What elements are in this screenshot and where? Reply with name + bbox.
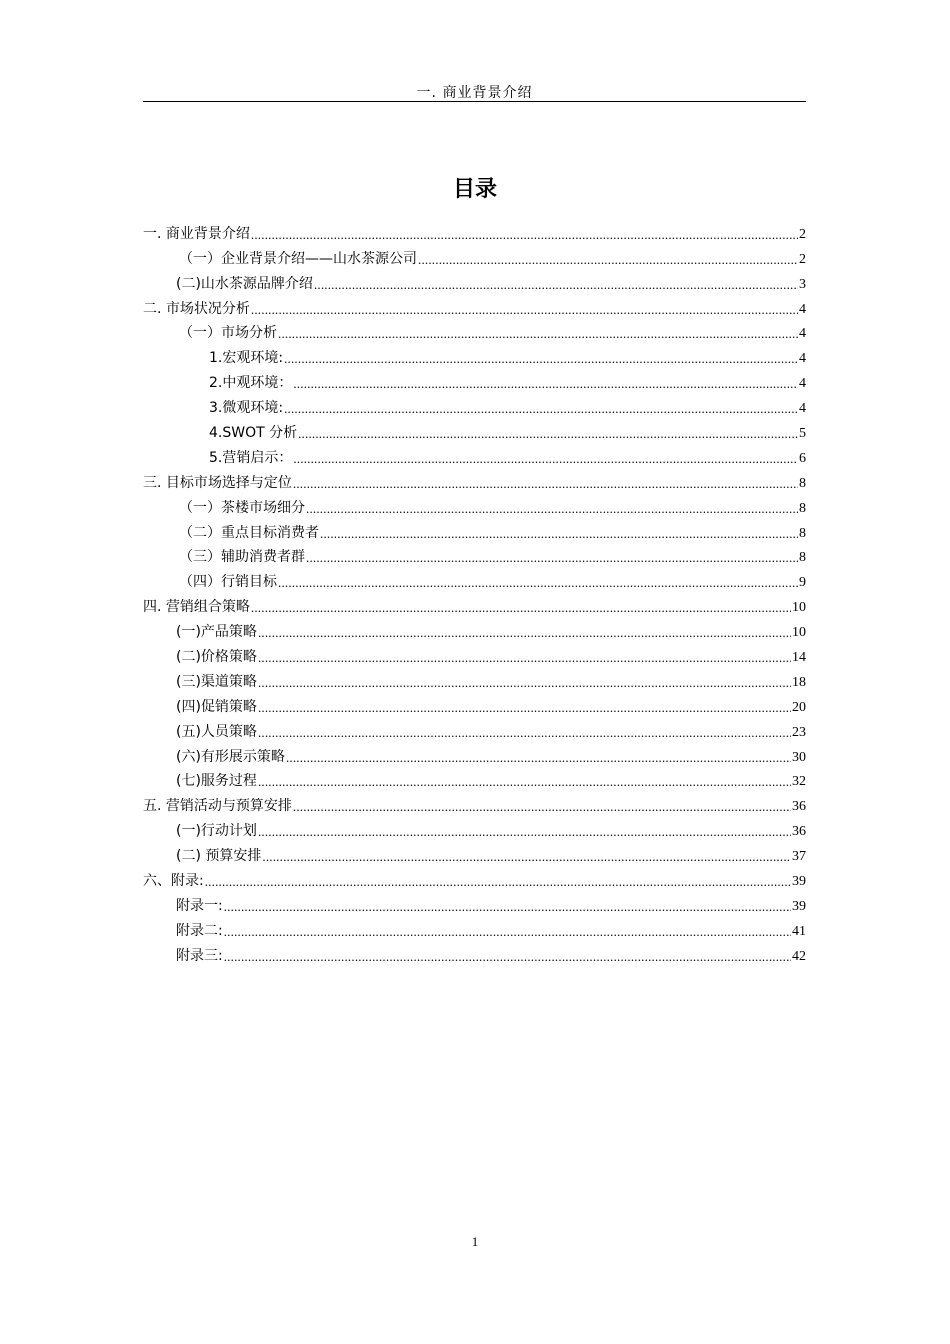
toc-entry-label: （三）辅助消费者群 — [179, 549, 305, 566]
toc-dot-leader — [258, 700, 791, 716]
toc-entry[interactable] — [143, 566, 806, 591]
toc-entry-page: 8 — [799, 475, 806, 491]
header-rule — [143, 101, 806, 102]
toc-entry-page: 10 — [792, 600, 806, 616]
toc-dot-leader — [258, 675, 791, 691]
toc-entry-page: 4 — [799, 376, 806, 392]
toc-entry-page: 8 — [799, 525, 806, 541]
toc-entry-label: （一）市场分析 — [179, 325, 277, 342]
toc-dot-leader — [284, 351, 798, 367]
toc-dot-leader — [258, 650, 791, 666]
toc-entry-page: 37 — [792, 849, 806, 865]
toc-entry[interactable] — [143, 542, 806, 567]
toc-entry[interactable] — [143, 940, 806, 965]
toc-entry[interactable] — [143, 766, 806, 791]
toc-dot-leader — [286, 750, 791, 766]
toc-entry-label: 五. 营销活动与预算安排 — [143, 798, 292, 815]
toc-entry-page: 4 — [799, 351, 806, 367]
toc-entry-page: 6 — [799, 450, 806, 466]
toc-dot-leader — [306, 501, 798, 517]
toc-entry[interactable] — [143, 591, 806, 616]
toc-entry[interactable] — [143, 293, 806, 318]
toc-entry[interactable] — [143, 268, 806, 293]
toc-entry-page: 8 — [799, 500, 806, 516]
toc-entry-page: 39 — [792, 874, 806, 890]
page-title: 目录 — [452, 177, 497, 202]
toc-dot-leader — [293, 476, 798, 492]
toc-entry-page: 2 — [799, 251, 806, 267]
toc-entry-label: 一. 商业背景介绍 — [143, 225, 250, 242]
toc-entry[interactable] — [143, 467, 806, 492]
toc-entry-label: （一）茶楼市场细分 — [179, 499, 305, 516]
toc-entry-label: 附录一: — [176, 897, 223, 914]
toc-entry-label: 附录二: — [176, 922, 223, 939]
table-of-contents — [143, 218, 806, 965]
toc-entry[interactable] — [143, 741, 806, 766]
toc-entry-page: 39 — [792, 898, 806, 914]
toc-entry-label: 2.中观环境： — [209, 375, 293, 392]
toc-entry-label: （一）企业背景介绍——山水茶源公司 — [179, 250, 417, 267]
toc-dot-leader — [251, 600, 791, 616]
toc-entry[interactable] — [143, 865, 806, 890]
toc-entry[interactable] — [143, 616, 806, 641]
toc-dot-leader — [293, 451, 798, 467]
toc-entry[interactable] — [143, 890, 806, 915]
toc-entry[interactable] — [143, 815, 806, 840]
toc-entry[interactable] — [143, 840, 806, 865]
toc-dot-leader — [262, 849, 791, 865]
toc-entry-page: 5 — [799, 426, 806, 442]
toc-entry-label: 三. 目标市场选择与定位 — [143, 474, 292, 491]
toc-dot-leader — [293, 376, 798, 392]
toc-entry[interactable] — [143, 492, 806, 517]
running-header: 一. 商业背景介绍 — [416, 85, 533, 101]
toc-entry-label: (四)促销策略 — [176, 698, 257, 715]
toc-entry-page: 8 — [799, 550, 806, 566]
toc-entry-page: 18 — [792, 674, 806, 690]
toc-entry-label: (一)行动计划 — [176, 823, 257, 840]
toc-dot-leader — [320, 526, 798, 542]
toc-entry[interactable] — [143, 716, 806, 741]
toc-entry[interactable] — [143, 342, 806, 367]
toc-entry-label: 附录三: — [176, 947, 223, 964]
toc-entry-label: (六)有形展示策略 — [176, 748, 285, 765]
toc-entry-page: 4 — [799, 326, 806, 342]
toc-entry-label: (五)人员策略 — [176, 723, 257, 740]
toc-entry-label: （二）重点目标消费者 — [179, 524, 319, 541]
toc-entry[interactable] — [143, 641, 806, 666]
toc-entry-page: 42 — [792, 948, 806, 964]
toc-entry-label: (七)服务过程 — [176, 773, 257, 790]
toc-entry-label: 四. 营销组合策略 — [143, 599, 250, 616]
toc-entry-page: 20 — [792, 699, 806, 715]
toc-dot-leader — [224, 899, 791, 915]
toc-entry[interactable] — [143, 392, 806, 417]
page-number: 1 — [471, 1234, 479, 1249]
toc-entry-label: (三)渠道策略 — [176, 673, 257, 690]
toc-entry-label: 5.营销启示： — [209, 449, 293, 466]
toc-entry-label: （四）行销目标 — [179, 574, 277, 591]
toc-entry-page: 36 — [792, 799, 806, 815]
toc-entry-page: 9 — [799, 575, 806, 591]
toc-entry-page: 30 — [792, 749, 806, 765]
toc-entry[interactable] — [143, 367, 806, 392]
toc-entry[interactable] — [143, 218, 806, 243]
toc-entry-page: 4 — [799, 401, 806, 417]
toc-dot-leader — [314, 277, 798, 293]
toc-dot-leader — [258, 774, 791, 790]
toc-dot-leader — [258, 824, 791, 840]
toc-entry-label: (二) 预算安排 — [176, 848, 262, 865]
toc-dot-leader — [278, 326, 798, 342]
toc-dot-leader — [205, 874, 791, 890]
toc-entry-page: 41 — [792, 923, 806, 939]
toc-dot-leader — [278, 575, 798, 591]
toc-entry[interactable] — [143, 691, 806, 716]
toc-entry-label: (二)山水茶源品牌介绍 — [176, 275, 313, 292]
toc-dot-leader — [284, 401, 798, 417]
toc-dot-leader — [251, 227, 798, 243]
toc-entry[interactable] — [143, 442, 806, 467]
toc-dot-leader — [251, 302, 798, 318]
toc-entry-page: 2 — [799, 226, 806, 242]
toc-entry-page: 14 — [792, 650, 806, 666]
toc-entry-label: 六、附录: — [143, 873, 204, 890]
toc-entry-label: 3.微观环境: — [209, 400, 284, 417]
toc-entry-page: 4 — [799, 301, 806, 317]
toc-dot-leader — [298, 426, 798, 442]
toc-dot-leader — [293, 799, 791, 815]
toc-dot-leader — [258, 725, 791, 741]
toc-entry-page: 32 — [792, 774, 806, 790]
toc-dot-leader — [258, 625, 791, 641]
toc-dot-leader — [306, 550, 798, 566]
toc-dot-leader — [224, 949, 791, 965]
toc-entry[interactable] — [143, 417, 806, 442]
toc-entry-label: 4.SWOT 分析 — [209, 425, 298, 442]
toc-entry[interactable] — [143, 666, 806, 691]
toc-entry[interactable] — [143, 243, 806, 268]
toc-entry-page: 3 — [799, 276, 806, 292]
toc-entry[interactable] — [143, 517, 806, 542]
toc-entry-page: 23 — [792, 724, 806, 740]
toc-dot-leader — [418, 252, 798, 268]
toc-entry-page: 36 — [792, 824, 806, 840]
toc-entry-label: (二)价格策略 — [176, 649, 257, 666]
toc-entry[interactable] — [143, 318, 806, 343]
toc-entry-label: 二. 市场状况分析 — [143, 300, 250, 317]
toc-entry[interactable] — [143, 915, 806, 940]
toc-entry-label: 1.宏观环境: — [209, 350, 284, 367]
toc-entry-label: (一)产品策略 — [176, 624, 257, 641]
toc-dot-leader — [224, 924, 791, 940]
toc-entry[interactable] — [143, 790, 806, 815]
toc-entry-page: 10 — [792, 625, 806, 641]
